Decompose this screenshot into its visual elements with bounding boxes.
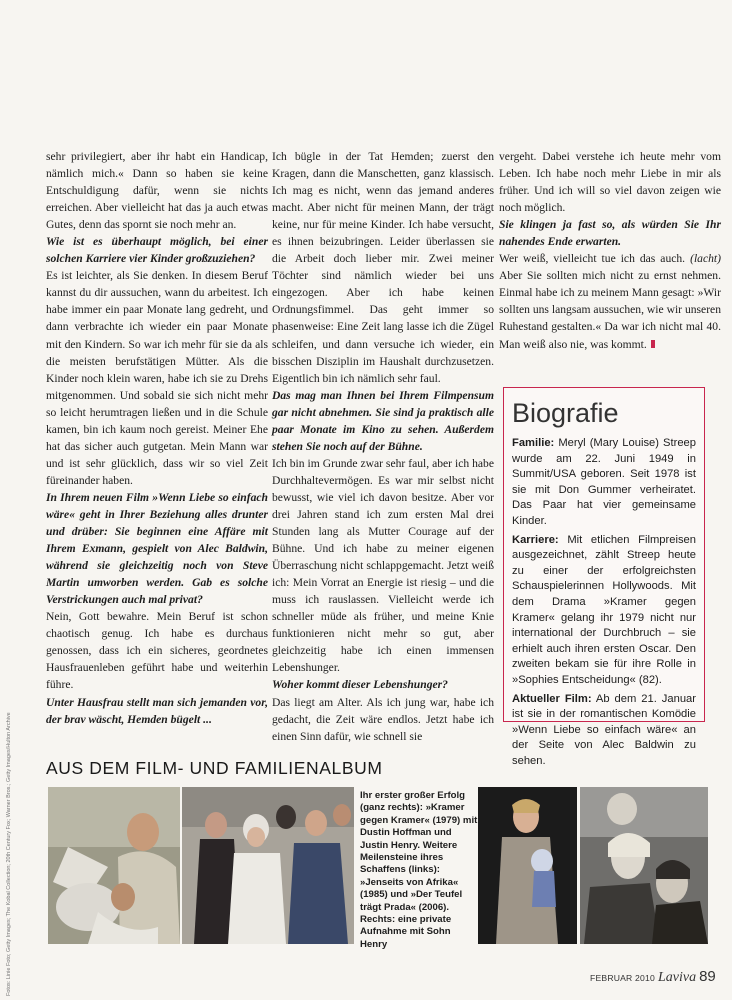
answer-text: Wer weiß, vielleicht tue ich das auch. bbox=[499, 252, 686, 266]
bio-text: Ab dem 21. Januar ist sie in der romantischen Komödie »Wenn Liebe so einfach wäre« an der Seite von Alec Baldwin zu sehen. bbox=[512, 692, 696, 767]
photo-out-of-africa bbox=[48, 787, 180, 944]
answer-paragraph: Nein, Gott bewahre. Mein Beruf ist schon chaotisch genug. Ich habe es durchaus genossen, dass ich ein sicheres, geordnetes Hausfrauenleben geführt habe und weiterhin führe. bbox=[46, 610, 268, 692]
bio-text: Mit etlichen Filmpreisen ausgezeichnet, zählt Streep heute zu einer der erfolgreichsten Schauspielerinnen Hollywoods. Mit dem Drama »Kramer gegen Kramer« gelang ihr 1979 nicht nur international der Durchbruch – sie erhielt auch ihren ersten Oscar. Den zweiten bekam sie für ihre Rolle in »Sophies Entscheidung« (82). bbox=[512, 533, 696, 686]
answer-text: Aber Sie sollten mich nicht zu ernst nehmen. Einmal habe ich zu meinem Mann gesagt: »Wir sollten uns langsam aussuchen, wie wir unseren Ruhestand gestalten.« Da war ich nicht mal 40. Man weiß also nie, was kommt. bbox=[499, 269, 721, 351]
biography-box bbox=[503, 387, 705, 767]
answer-paragraph: Das liegt am Alter. Als ich jung war, habe ich gedacht, die Zeit wäre endlos. Jetzt habe ich einen Sinn dafür, wie schnell sie bbox=[272, 695, 494, 743]
answer-paragraph bbox=[499, 250, 721, 352]
interview-question: Unter Hausfrau stellt man sich jemanden vor, der brav wäscht, Hemden bügelt ... bbox=[46, 695, 268, 726]
interview-question: Sie klingen ja fast so, als würden Sie Ihr nahendes Ende erwarten. bbox=[499, 218, 721, 249]
album-caption: Ihr erster großer Erfolg (ganz rechts): »Kramer gegen Kramer« (1979) mit Dustin Hoffman und Justin Henry. Weitere Meilensteine ihres Schaffens (links): »Jenseits von Afrika« (1985) und »Der Teufel trägt Prada« (2006). Rechts: eine private Aufnahme mit Sohn Henry bbox=[360, 790, 478, 950]
magazine-name: Laviva bbox=[657, 970, 697, 985]
bio-label: Aktueller Film: bbox=[512, 692, 592, 705]
issue-date: FEBRUAR 2010 bbox=[590, 973, 655, 983]
answer-paragraph: Ich bin im Grunde zwar sehr faul, aber ich habe Durchhaltevermögen. Es war mir selbst nicht bewusst, wie viel ich davon besitze. Aber vor drei Jahren stand ich zum ersten Mal drei Stunden lang als Mutter Courage auf der Bühne. Und ich habe zu meiner eigenen Überraschung nicht schlappgemacht. Jetzt weiß ich: Mein Vorrat an Energie ist riesig – und die muss ich rauslassen. Vielleicht werde ich schneller müde als früher, und meine Knie funktionieren nicht mehr so gut, aber gleichzeitig habe ich einen immensen Lebenshunger. bbox=[272, 456, 494, 675]
article-column-3 bbox=[499, 148, 721, 353]
biography-title: Biografie bbox=[512, 398, 619, 428]
bio-item-current-film bbox=[512, 692, 696, 770]
photo-illustration bbox=[48, 787, 180, 944]
interview-question: Wie ist es überhaupt möglich, bei einer solchen Karriere vier Kinder großzuziehen? bbox=[46, 235, 268, 266]
page-footer bbox=[590, 968, 716, 986]
photo-illustration bbox=[478, 787, 577, 944]
bio-item-family bbox=[512, 436, 696, 530]
interview-question: In Ihrem neuen Film »Wenn Liebe so einfach wäre« geht in Ihrer Beziehung alles drunter und drüber: Sie beginnen eine Affäre mit Ihrem Exmann, gespielt von Alec Baldwin, während sie gleichzeitig noch von Steve Martin umworben werden. Gab es solche Verstrickungen auch mal privat? bbox=[46, 490, 268, 607]
end-mark-icon bbox=[651, 340, 655, 348]
laugh-note: (lacht) bbox=[690, 252, 721, 266]
photo-devil-wears-prada bbox=[182, 787, 354, 944]
answer-paragraph: vergeht. Dabei verstehe ich heute mehr vom Leben. Ich habe noch mehr Liebe in mir als früher. Und ich will so viel davon zeigen wie noch möglich. bbox=[499, 150, 721, 215]
photo-private-with-son bbox=[478, 787, 577, 944]
photo-illustration bbox=[580, 787, 708, 944]
interview-question: Woher kommt dieser Lebenshunger? bbox=[272, 678, 448, 692]
bio-text: Meryl (Mary Louise) Streep wurde am 22. Juni 1949 in Summit/USA geboren. Seit 1978 ist sie mit Don Gummer verheiratet. Das Paar hat vier gemeinsame Kinder. bbox=[512, 437, 696, 527]
article-column-2 bbox=[272, 148, 494, 745]
answer-paragraph: sehr privilegiert, aber ihr habt ein Handicap, nämlich mich.« Dann so haben sie keine Entschuldigung dafür, wenn sie nichts erreichen. Aber vielleicht hat das ja auch etwas Gutes, denn das spornt sie noch mehr an. bbox=[46, 150, 268, 232]
photo-illustration bbox=[182, 787, 354, 944]
bio-item-career bbox=[512, 533, 696, 689]
bio-label: Familie: bbox=[512, 437, 555, 449]
interview-question: Das mag man Ihnen bei Ihrem Filmpensum gar nicht abnehmen. Sie sind ja praktisch alle paar Monate im Kino zu sehen. Außerdem stehen Sie noch auf der Bühne. bbox=[272, 388, 494, 453]
answer-paragraph: Es ist leichter, als Sie denken. In diesem Beruf kannst du dir aussuchen, wann du arbeitest. Ich habe immer ein paar Monate lang gedreht, und dann verbrachte ich wieder ein paar Monate mit den Kindern. So war ich mehr für sie da als die meisten berufstätigen Mütter. Als die Kinder noch klein waren, habe ich sie zu Drehs mitgenommen. Und sobald sie sich nicht mehr so leicht herumtragen ließen und in die Schule kamen, bin ich kaum noch gereist. Meiner Ehe hat das sicher auch gutgetan. Mein Mann war und ist sehr glücklich, dass wir so viel Zeit füreinander haben. bbox=[46, 269, 268, 487]
page-number: 89 bbox=[699, 968, 716, 985]
bio-label: Karriere: bbox=[512, 533, 559, 546]
album-heading: AUS DEM FILM- UND FAMILIENALBUM bbox=[46, 758, 383, 778]
photo-credit: Fotos: Linie Foto; Getty Images; The Kobal Collection; 20th Century Fox; Warner Bros.; Getty Images/Hulton Archive bbox=[6, 712, 12, 996]
photo-kramer-vs-kramer bbox=[580, 787, 708, 944]
article-column-1 bbox=[46, 148, 268, 728]
answer-paragraph: Ich bügle in der Tat Hemden; zuerst den Kragen, dann die Manschetten, ganz klassisch. Ich mag es nicht, wenn das jemand anderes macht. Aber nicht für meinen Mann, der trägt keine, nur für meine Kinder. Ich habe versucht, es ihnen beizubringen. Leider überlassen sie die Arbeit doch lieber mir. Zwei meiner Töchter sind nämlich wieder bei uns eingezogen. Aber ich habe keinen Ordnungsfimmel. Das geht immer so phasenweise: Eine Zeit lang lasse ich die Zügel schleifen, und dann versuche ich wieder, ein bisschen Disziplin im Haushalt durchzusetzen. Eigentlich bin ich nämlich sehr faul. bbox=[272, 150, 494, 385]
